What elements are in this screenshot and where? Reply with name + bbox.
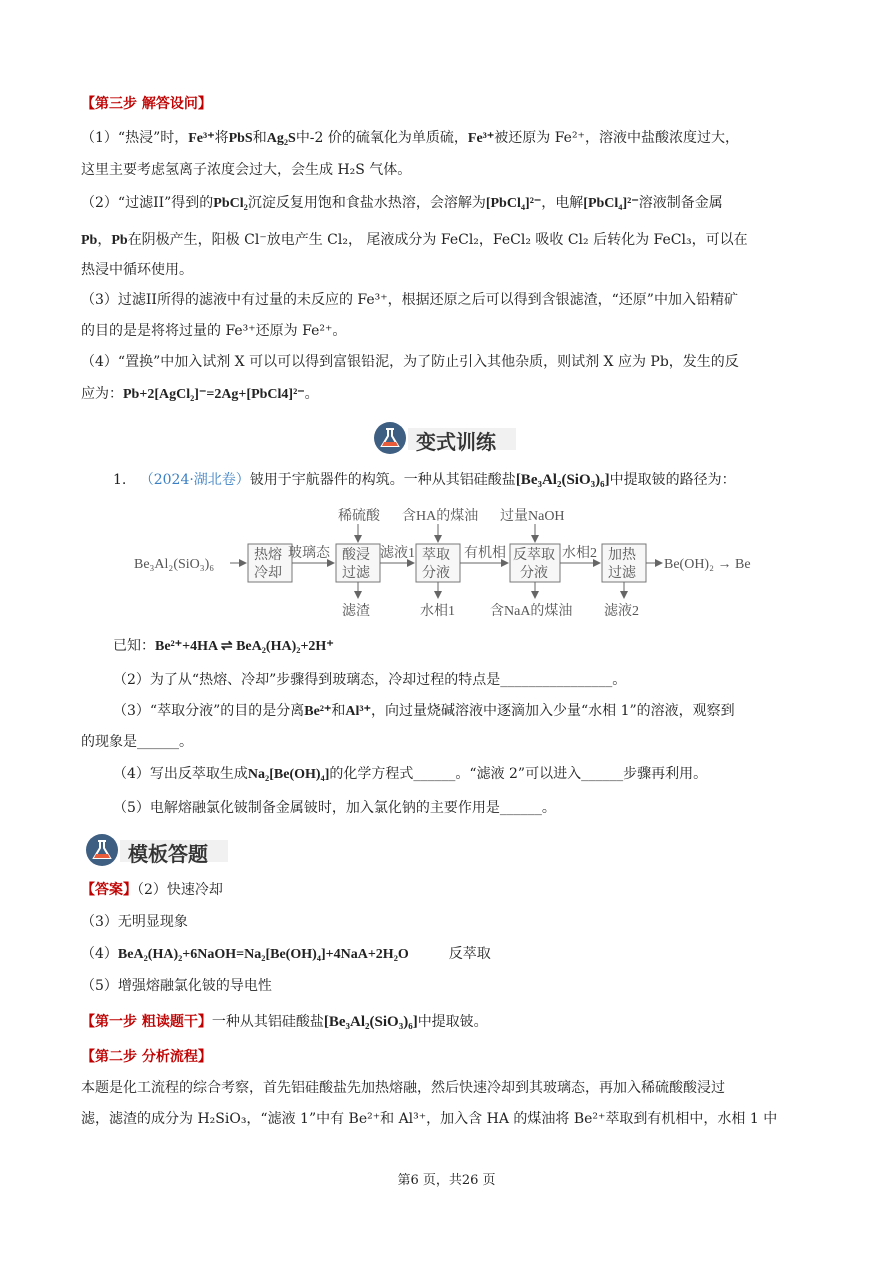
problem-q3-line2: 的现象是______。 — [81, 734, 193, 750]
step3-q2-line3: 热浸中循环使用。 — [81, 262, 193, 278]
flow-box1-l1: 热熔 — [254, 548, 282, 563]
step3-q4-line2 — [81, 384, 319, 405]
step2-heading: 【第二步 分析流程】 — [81, 1049, 212, 1065]
answer-line-3: （3）无明显现象 — [81, 914, 188, 930]
text: 应为： — [81, 386, 123, 402]
problem-q5: （5）电解熔融氯化铍制备金属铍时，加入氯化钠的主要作用是______。 — [113, 800, 556, 816]
formula: Be²⁺+4HA ⇌ BeA₂(HA)₂+2H⁺ — [155, 639, 334, 654]
flow-bottom2: 滤渣 — [342, 604, 370, 619]
page-footer: 第6 页，共26 页 — [397, 1173, 496, 1188]
text: ，电解 — [541, 195, 584, 211]
text: （3）“萃取分液”的目的是分离 — [113, 703, 305, 719]
formula: Pb+2[AgCl₂]⁻=2Ag+[PbCl4]²⁻ — [123, 387, 305, 402]
answer-label: 【答案】 — [81, 882, 137, 898]
flow-bottom5: 滤液2 — [604, 604, 639, 619]
flow-box4-l2: 分液 — [520, 566, 548, 581]
text: 中提取铍。 — [417, 1014, 488, 1030]
formula: [Be₃Al₂(SiO₃)₆] — [323, 1014, 418, 1030]
step3-q3-line1: （3）过滤II所得的滤液中有过量的未反应的 Fe³⁺，根据还原之后可以得到含银滤渣，“还原”中加入铅精矿 — [81, 292, 738, 308]
problem-q4 — [113, 764, 707, 785]
formula: Fe³⁺ — [188, 131, 215, 146]
formula: Ag₂S — [266, 131, 296, 146]
step3-q3-line2: 的目的是是将将过量的 Fe³⁺还原为 Fe²⁺。 — [81, 323, 347, 339]
problem-number: 1. — [113, 472, 127, 488]
banner-title: 模板答题 — [128, 842, 208, 866]
text: 在阴极产生，阳极 Cl⁻放电产生 Cl₂， 尾液成分为 FeCl₂，FeCl₂ 吸收 Cl₂ 后转化为 FeCl₃，可以在 — [127, 232, 748, 248]
flow-box2-l2: 过滤 — [342, 566, 370, 581]
text: 铍用于宇航器件的构筑。一种从其铝硅酸盐 — [249, 472, 516, 488]
text: 将 — [214, 130, 229, 146]
flow-box3-l2: 分液 — [422, 566, 450, 581]
text: 。 — [304, 386, 319, 402]
text: 中提取铍的路径为： — [609, 472, 736, 488]
flow-arrow3: 有机相 — [464, 546, 506, 561]
flow-arrow2: 滤液1 — [380, 546, 415, 561]
text: （2）“过滤II”得到的 — [81, 195, 214, 211]
flow-box1-l2: 冷却 — [254, 566, 282, 581]
step3-q4-line1: （4）“置换”中加入试剂 X 可以可以得到富银铅泥，为了防止引入其他杂质，则试剂 X 应为 Pb，发生的反 — [81, 354, 739, 370]
section-banner-template — [84, 832, 234, 868]
problem-known — [113, 636, 334, 657]
formula: Na₂[Be(OH)₄] — [247, 767, 330, 782]
step2-line2: 滤，滤渣的成分为 H₂SiO₃，“滤液 1”中有 Be²⁺和 Al³⁺，加入含 HA 的煤油将 Be²⁺萃取到有机相中，水相 1 中 — [81, 1111, 778, 1127]
flow-box5-l1: 加热 — [608, 548, 636, 563]
text: 溶液制备金属 — [638, 195, 723, 211]
step2-line1: 本题是化工流程的综合考察，首先铝硅酸盐先加热熔融，然后快速冷却到其玻璃态，再加入稀硫酸酸浸过 — [81, 1080, 725, 1096]
text: （4） — [81, 946, 118, 962]
formula: Al³⁺ — [345, 704, 371, 719]
text: 和 — [331, 703, 346, 719]
flow-start: Be₃Al₂(SiO₃)₆ — [134, 557, 215, 572]
text: 中-2 价的硫氧化为单质硫， — [295, 130, 468, 146]
text: 一种从其铝硅酸盐 — [211, 1014, 324, 1030]
text: ， — [97, 232, 112, 248]
formula: [PbCl₄]²⁻ — [485, 196, 542, 211]
flow-box5-l2: 过滤 — [608, 566, 636, 581]
problem-source: （2024·湖北卷） — [139, 472, 250, 488]
step1-line — [81, 1012, 488, 1032]
problem-q2: （2）为了从“热熔、冷却”步骤得到玻璃态，冷却过程的特点是________________。 — [113, 672, 627, 688]
flow-box4-l1: 反萃取 — [513, 548, 555, 563]
formula: Be²⁺ — [304, 704, 332, 719]
step3-q2-line2 — [81, 230, 748, 251]
flow-bottom4: 含NaA的煤油 — [490, 604, 573, 619]
text: 被还原为 Fe²⁺，溶液中盐酸浓度过大， — [494, 130, 739, 146]
flow-end: Be(OH)₂ → Be — [664, 557, 751, 572]
flow-top2: 稀硫酸 — [338, 509, 380, 524]
flow-box2-l1: 酸浸 — [342, 548, 370, 563]
problem-q3-line1 — [113, 701, 735, 722]
step3-heading: 【第三步 解答设问】 — [81, 96, 212, 112]
step3-q1-line1 — [81, 128, 739, 149]
formula: [PbCl₄]²⁻ — [583, 196, 639, 211]
banner-title: 变式训练 — [416, 430, 496, 454]
step3-q1-line2: 这里主要考虑氢离子浓度会过大，会生成 H₂S 气体。 — [81, 162, 412, 178]
formula: Pb — [81, 233, 98, 248]
answer-line-5: （5）增强熔融氯化铍的导电性 — [81, 978, 272, 994]
text: 沉淀反复用饱和食盐水热溶，会溶解为 — [247, 195, 486, 211]
text: （2）快速冷却 — [137, 882, 223, 898]
text: ，向过量烧碱溶液中逐滴加入少量“水相 1”的溶液，观察到 — [370, 703, 735, 719]
answer-line-2 — [81, 880, 223, 900]
flow-top3: 含HA的煤油 — [402, 509, 479, 524]
step3-q2-line1 — [81, 193, 723, 214]
flow-arrow1: 玻璃态 — [288, 546, 330, 561]
text: 的化学方程式______。“滤液 2”可以进入______步骤再利用。 — [329, 766, 708, 782]
flow-arrow4: 水相2 — [562, 546, 597, 561]
formula: Pb — [111, 233, 128, 248]
process-flowchart — [120, 500, 780, 628]
answer-line-4 — [81, 944, 491, 965]
flow-box3-l1: 萃取 — [422, 548, 450, 563]
formula: [Be₃Al₂(SiO₃)₆] — [515, 472, 610, 488]
formula: BeA₂(HA)₂+6NaOH=Na₂[Be(OH)₄]+4NaA+2H₂O — [117, 947, 409, 962]
text: 已知： — [113, 638, 155, 654]
problem-intro — [113, 470, 736, 490]
step1-heading: 【第一步 粗读题干】 — [81, 1014, 212, 1030]
text: （1）“热浸”时， — [81, 130, 189, 146]
formula: Fe³⁺ — [467, 131, 495, 146]
text: （4）写出反萃取生成 — [113, 766, 248, 782]
text: 和 — [252, 130, 267, 146]
text: 反萃取 — [448, 946, 491, 962]
flow-top4: 过量NaOH — [500, 509, 565, 524]
section-banner-variant — [372, 420, 522, 456]
formula: PbCl₂ — [213, 196, 248, 211]
flow-bottom3: 水相1 — [420, 604, 455, 619]
formula: PbS — [228, 131, 253, 146]
